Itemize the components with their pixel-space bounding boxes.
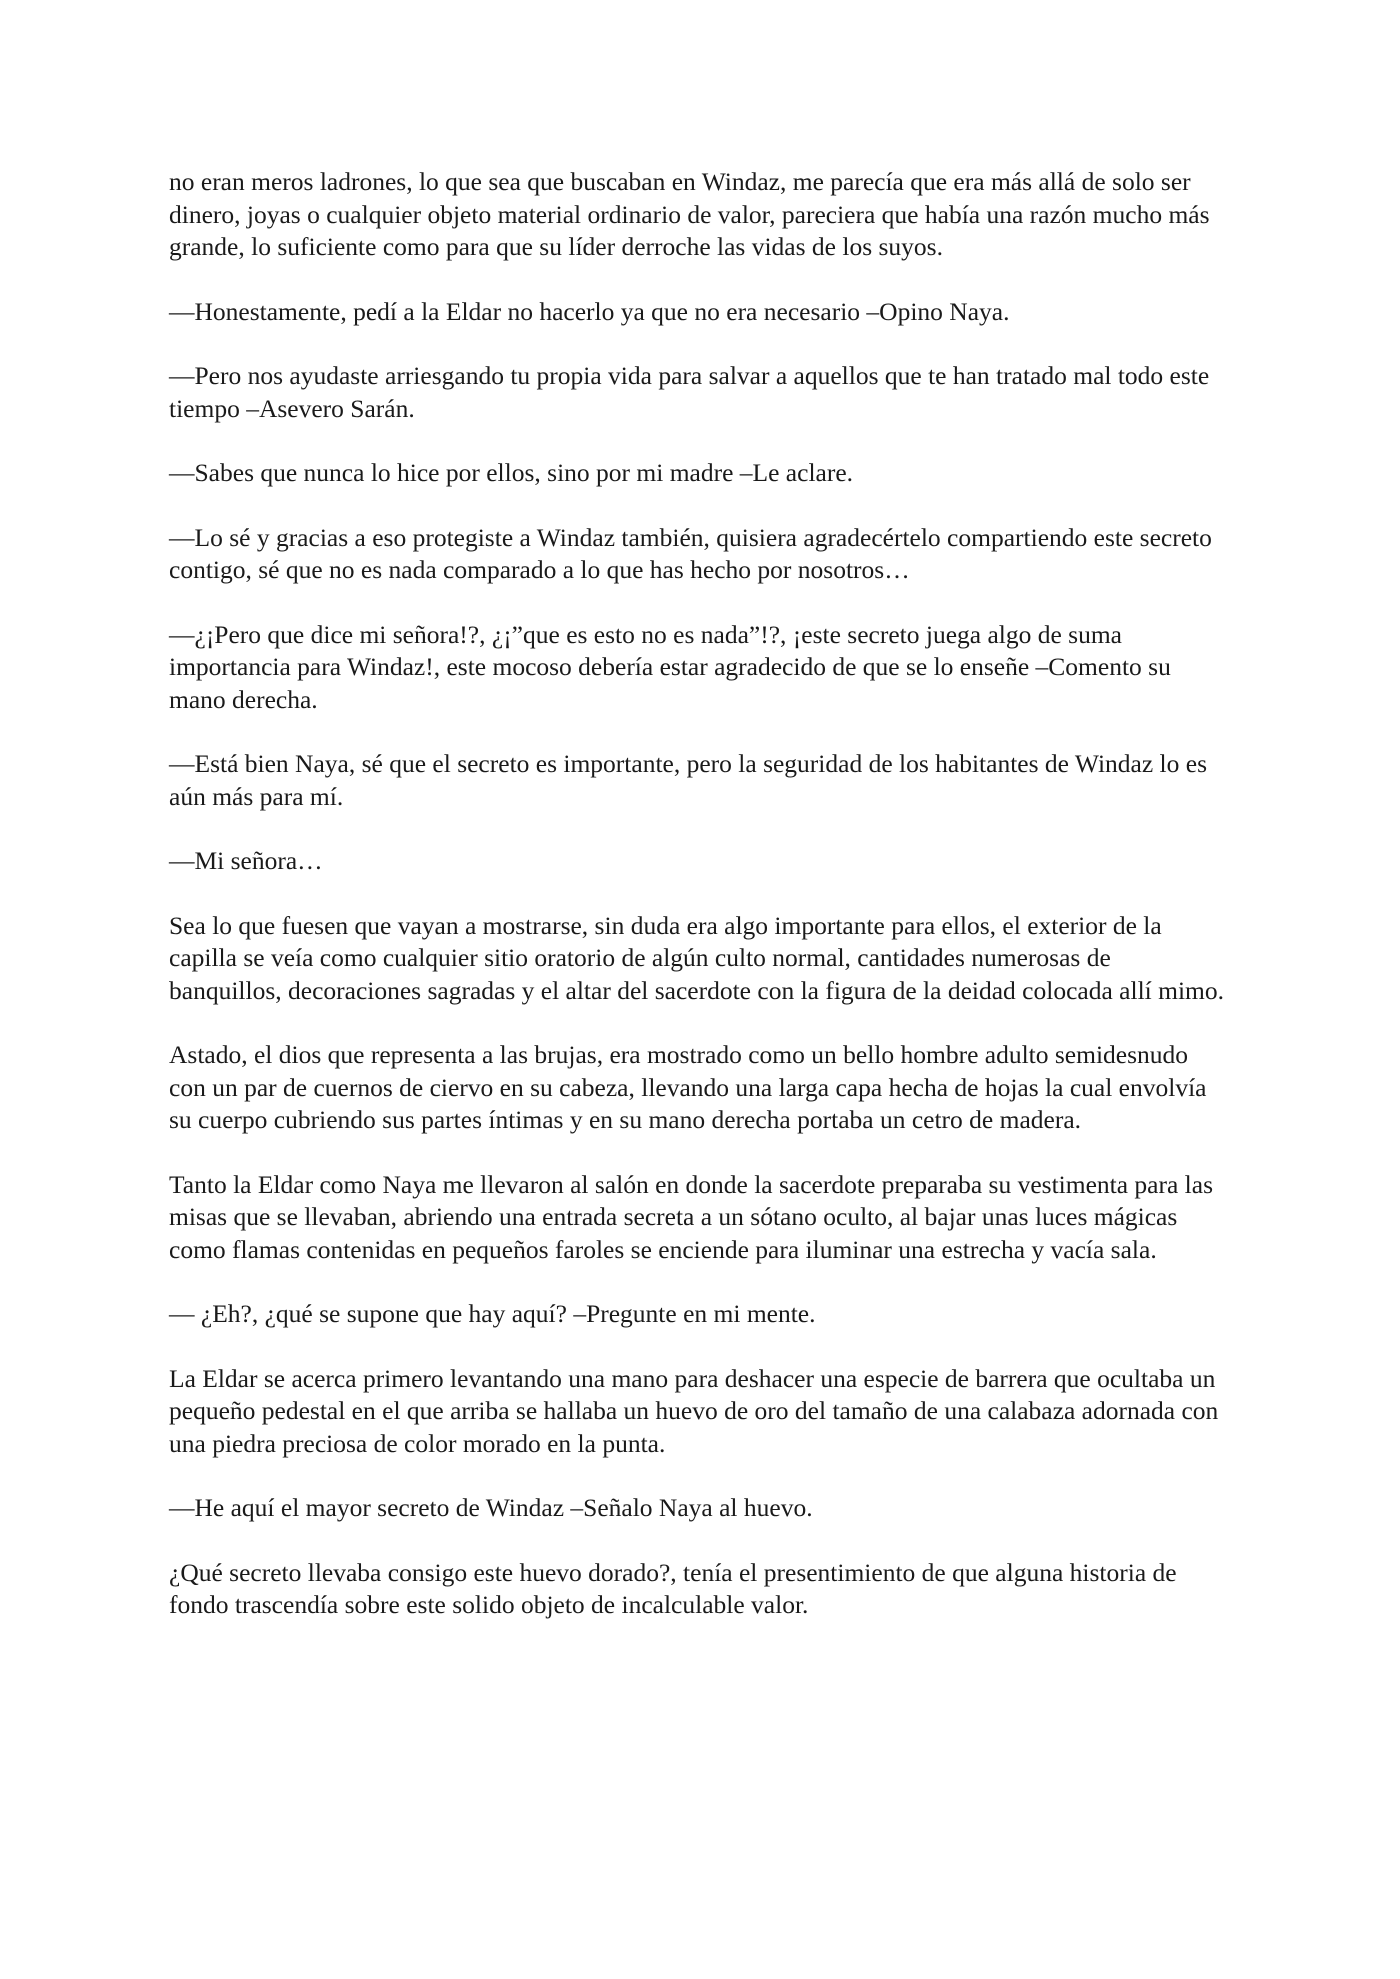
paragraph-7: —Está bien Naya, sé que el secreto es importante, pero la seguridad de los habitantes de Windaz lo es aún más para mí. — [169, 749, 1207, 811]
document-page — [169, 166, 1229, 1654]
paragraph-11: Tanto la Eldar como Naya me llevaron al salón en donde la sacerdote preparaba su vestimenta para las misas que se llevaban, abriendo una entrada secreta a un sótano oculto, al bajar unas luces mágicas como flamas contenidas en pequeños faroles se enciende para iluminar una estrecha y vacía sala. — [169, 1169, 1213, 1264]
paragraph-3: —Pero nos ayudaste arriesgando tu propia vida para salvar a aquellos que te han tratado mal todo este tiempo –Asevero Sarán. — [169, 361, 1210, 423]
paragraph-8: —Mi señora… — [169, 846, 323, 875]
paragraph-4: —Sabes que nunca lo hice por ellos, sino por mi madre –Le aclare. — [169, 458, 854, 487]
paragraph-12: — ¿Eh?, ¿qué se supone que hay aquí? –Pregunte en mi mente. — [169, 1299, 816, 1328]
paragraph-2: —Honestamente, pedí a la Eldar no hacerlo ya que no era necesario –Opino Naya. — [169, 296, 1010, 326]
paragraph-9: Sea lo que fuesen que vayan a mostrarse, sin duda era algo importante para ellos, el exterior de la capilla se veía como cualquier sitio oratorio de algún culto normal, cantidades numerosas de banquillos, decoraciones sagradas y el altar del sacerdote con la figura de la deidad colocada allí mimo. — [169, 910, 1224, 1005]
paragraph-14: —He aquí el mayor secreto de Windaz –Señalo Naya al huevo. — [169, 1493, 813, 1522]
paragraph-6: —¿¡Pero que dice mi señora!?, ¿¡”que es esto no es nada”!?, ¡este secreto juega algo de suma importancia para Windaz!, este mocoso debería estar agradecido de que se lo enseñe –Comento su mano derecha. — [169, 619, 1171, 714]
paragraph-15: ¿Qué secreto llevaba consigo este huevo dorado?, tenía el presentimiento de que alguna historia de fondo trascendía sobre este solido objeto de incalculable valor. — [169, 1557, 1177, 1619]
paragraph-13: La Eldar se acerca primero levantando una mano para deshacer una especie de barrera que ocultaba un pequeño pedestal en el que arriba se hallaba un huevo de oro del tamaño de una calabaza adornada con una piedra preciosa de color morado en la punta. — [169, 1363, 1219, 1458]
paragraph-10: Astado, el dios que representa a las brujas, era mostrado como un bello hombre adulto semidesnudo con un par de cuernos de ciervo en su cabeza, llevando una larga capa hecha de hojas la cual envolvía su cuerpo cubriendo sus partes íntimas y en su mano derecha portaba un cetro de madera. — [169, 1040, 1207, 1134]
paragraph-5: —Lo sé y gracias a eso protegiste a Windaz también, quisiera agradecértelo compartiendo este secreto contigo, sé que no es nada comparado a lo que has hecho por nosotros… — [169, 522, 1212, 584]
paragraph-1: no eran meros ladrones, lo que sea que buscaban en Windaz, me parecía que era más allá de solo ser dinero, joyas o cualquier objeto material ordinario de valor, pareciera que había una razón mucho más grande, lo suficiente como para que su líder derroche las vidas de los suyos. — [169, 167, 1210, 261]
